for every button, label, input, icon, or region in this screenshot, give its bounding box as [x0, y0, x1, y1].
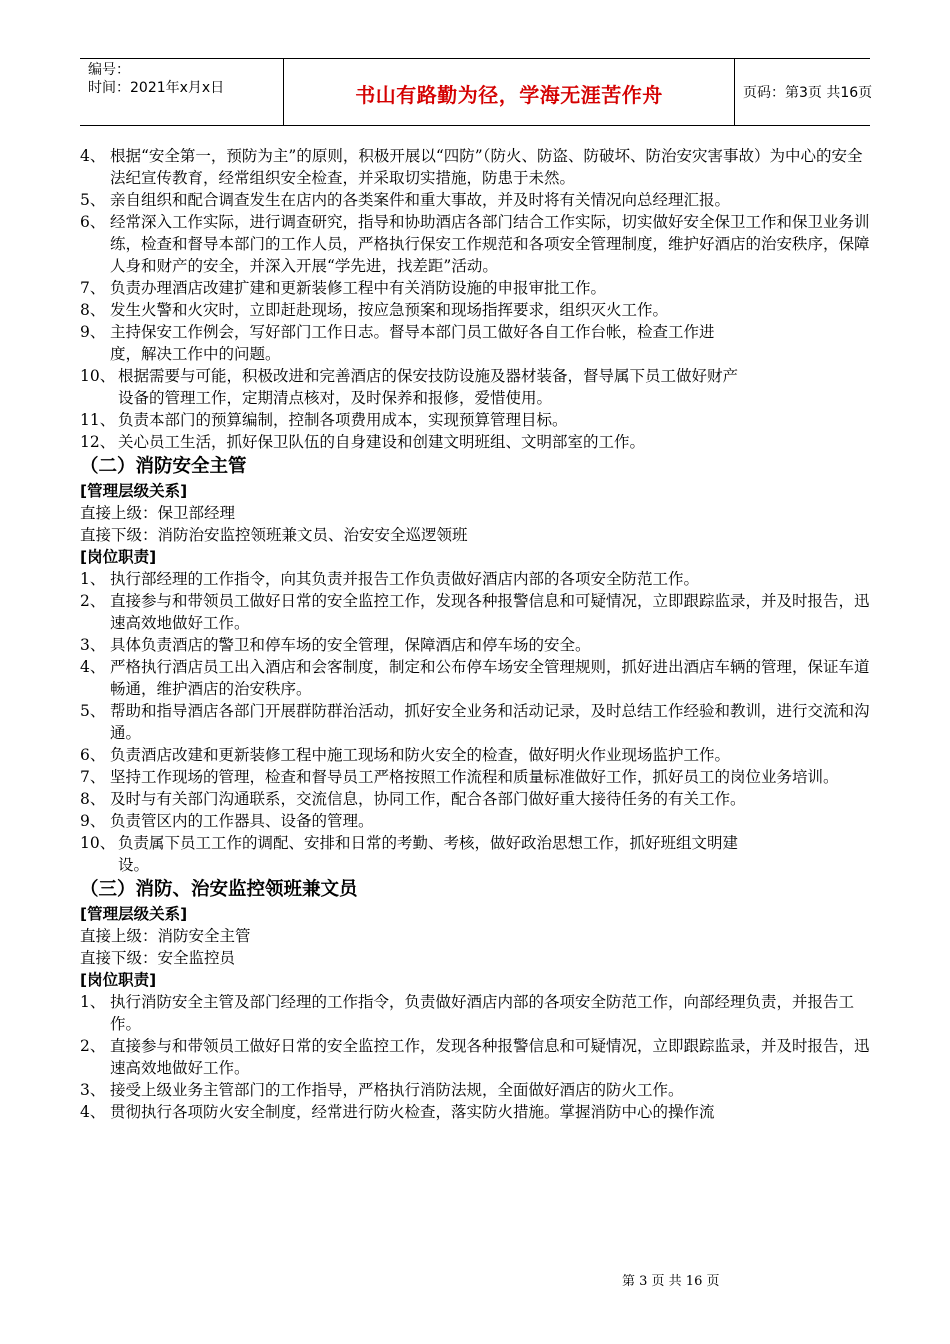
header-motto: 书山有路勤为径，学海无涯苦作舟 — [355, 83, 663, 107]
list-item — [80, 211, 872, 277]
document-time-label: 时间：2021年x月x日 — [88, 80, 225, 96]
item-text: 帮助和指导酒店各部门开展群防群治活动，抓好安全业务和活动记录，及时总结工作经验和教训，进行交流和沟通。 — [110, 702, 870, 742]
item-number: 1、 — [80, 570, 106, 588]
list-item — [80, 634, 872, 656]
item-number: 2、 — [80, 592, 106, 610]
header-page-cell — [733, 59, 873, 125]
item-text: 执行消防安全主管及部门经理的工作指令，负责做好酒店内部的各项安全防范工作，向部经理负责，并报告工作。 — [110, 993, 855, 1033]
document-body — [80, 145, 872, 1123]
section-title: （三）消防、治安监控领班兼文员 — [80, 879, 358, 900]
page-header — [80, 58, 873, 126]
list-item — [80, 299, 730, 321]
list-item — [80, 365, 738, 409]
item-number: 6、 — [80, 746, 106, 764]
section-subheading: [岗位职责] — [80, 548, 157, 566]
item-number: 2、 — [80, 1037, 106, 1055]
item-number: 1、 — [80, 993, 106, 1011]
list-item — [80, 1035, 872, 1079]
item-text: 接受上级业务主管部门的工作指导，严格执行消防法规，全面做好酒店的防火工作。 — [110, 1081, 684, 1099]
item-number: 5、 — [80, 191, 106, 209]
list-item — [80, 766, 872, 788]
list-item — [80, 810, 872, 832]
section-subheading: [岗位职责] — [80, 971, 157, 989]
item-number: 9、 — [80, 812, 106, 830]
item-number: 8、 — [80, 790, 106, 808]
item-text: 根据“安全第一，预防为主”的原则，积极开展以“四防”（防火、防盗、防破坏、防治安灾害事故）为中心的安全法纪宣传教育，经常组织安全检查，并采取切实措施，防患于未然。 — [110, 147, 863, 187]
list-item — [80, 431, 738, 453]
item-text: 发生火警和火灾时，立即赶赴现场，按应急预案和现场指挥要求，组织灭火工作。 — [110, 301, 669, 319]
header-meta-cell — [80, 59, 283, 125]
item-number: 12、 — [80, 433, 116, 451]
item-number: 4、 — [80, 147, 106, 165]
list-item — [80, 277, 872, 299]
item-number: 6、 — [80, 213, 106, 231]
item-number: 7、 — [80, 768, 106, 786]
item-text: 主持保安工作例会，写好部门工作日志。督导本部门员工做好各自工作台帐，检查工作进度，解决工作中的问题。 — [110, 323, 715, 363]
item-text: 贯彻执行各项防火安全制度，经常进行防火检查，落实防火措施。掌握消防中心的操作流 — [110, 1103, 715, 1121]
item-text: 亲自组织和配合调查发生在店内的各类案件和重大事故，并及时将有关情况向总经理汇报。 — [110, 191, 731, 209]
item-text: 直接参与和带领员工做好日常的安全监控工作，发现各种报警信息和可疑情况，立即跟踪监录，并及时报告，迅速高效地做好工作。 — [110, 1037, 870, 1077]
list-item — [80, 189, 872, 211]
item-text: 负责本部门的预算编制，控制各项费用成本，实现预算管理目标。 — [118, 411, 568, 429]
direct-superior: 直接上级：保卫部经理 — [80, 504, 236, 522]
item-number: 9、 — [80, 323, 106, 341]
item-number: 10、 — [80, 834, 116, 852]
item-number: 3、 — [80, 636, 106, 654]
list-item — [80, 409, 872, 431]
item-text: 执行部经理的工作指令，向其负责并报告工作负责做好酒店内部的各项安全防范工作。 — [110, 570, 700, 588]
list-item — [80, 991, 872, 1035]
item-number: 4、 — [80, 658, 106, 676]
item-text: 负责管区内的工作器具、设备的管理。 — [110, 812, 374, 830]
item-text: 负责酒店改建和更新装修工程中施工现场和防火安全的检查，做好明火作业现场监护工作。 — [110, 746, 731, 764]
item-number: 4、 — [80, 1103, 106, 1121]
item-text: 具体负责酒店的警卫和停车场的安全管理，保障酒店和停车场的安全。 — [110, 636, 591, 654]
list-item — [80, 568, 872, 590]
page-footer: 第 3 页 共 16 页 — [622, 1274, 720, 1289]
section-subheading: [管理层级关系] — [80, 905, 188, 923]
section-title: （二）消防安全主管 — [80, 456, 247, 477]
list-item — [80, 145, 872, 189]
item-text: 直接参与和带领员工做好日常的安全监控工作，发现各种报警信息和可疑情况，立即跟踪监录，并及时报告，迅速高效地做好工作。 — [110, 592, 870, 632]
list-item — [80, 590, 872, 634]
list-item — [80, 656, 872, 700]
item-number: 7、 — [80, 279, 106, 297]
header-page-code: 页码：第3页 共16页 — [743, 85, 873, 101]
direct-superior: 直接上级：消防安全主管 — [80, 927, 251, 945]
section-subheading: [管理层级关系] — [80, 482, 188, 500]
item-text: 严格执行酒店员工出入酒店和会客制度，制定和公布停车场安全管理规则，抓好进出酒店车辆的管理，保证车道畅通，维护酒店的治安秩序。 — [110, 658, 870, 698]
list-item — [80, 700, 872, 744]
direct-subordinate: 直接下级：消防治安监控领班兼文员、治安安全巡逻领班 — [80, 526, 468, 544]
list-item — [80, 1101, 872, 1123]
list-item — [80, 744, 872, 766]
item-number: 11、 — [80, 411, 116, 429]
direct-subordinate: 直接下级：安全监控员 — [80, 949, 236, 967]
item-text: 关心员工生活，抓好保卫队伍的自身建设和创建文明班组、文明部室的工作。 — [118, 433, 646, 451]
list-item — [80, 1079, 872, 1101]
list-item — [80, 321, 730, 365]
item-text: 坚持工作现场的管理，检查和督导员工严格按照工作流程和质量标准做好工作，抓好员工的岗位业务培训。 — [110, 768, 839, 786]
item-text: 及时与有关部门沟通联系，交流信息，协同工作，配合各部门做好重大接待任务的有关工作。 — [110, 790, 746, 808]
list-item — [80, 832, 738, 876]
item-text: 根据需要与可能，积极改进和完善酒店的保安技防设施及器材装备，督导属下员工做好财产设备的管理工作，定期清点核对，及时保养和报修，爱惜使用。 — [118, 367, 739, 407]
item-number: 3、 — [80, 1081, 106, 1099]
item-text: 经常深入工作实际，进行调查研究，指导和协助酒店各部门结合工作实际，切实做好安全保卫工作和保卫业务训练，检查和督导本部门的工作人员，严格执行保安工作规范和各项安全管理制度，维护好酒店的治安秩序，保障人身和财产的安全，并深入开展“学先进，找差距”活动。 — [110, 213, 870, 275]
item-number: 10、 — [80, 367, 116, 385]
item-number: 5、 — [80, 702, 106, 720]
document-number-label: 编号： — [88, 62, 130, 78]
item-number: 8、 — [80, 301, 106, 319]
item-text: 负责办理酒店改建扩建和更新装修工程中有关消防设施的申报审批工作。 — [110, 279, 607, 297]
list-item — [80, 788, 872, 810]
header-motto-cell — [283, 59, 735, 125]
item-text: 负责属下员工工作的调配、安排和日常的考勤、考核，做好政治思想工作，抓好班组文明建设。 — [118, 834, 739, 874]
